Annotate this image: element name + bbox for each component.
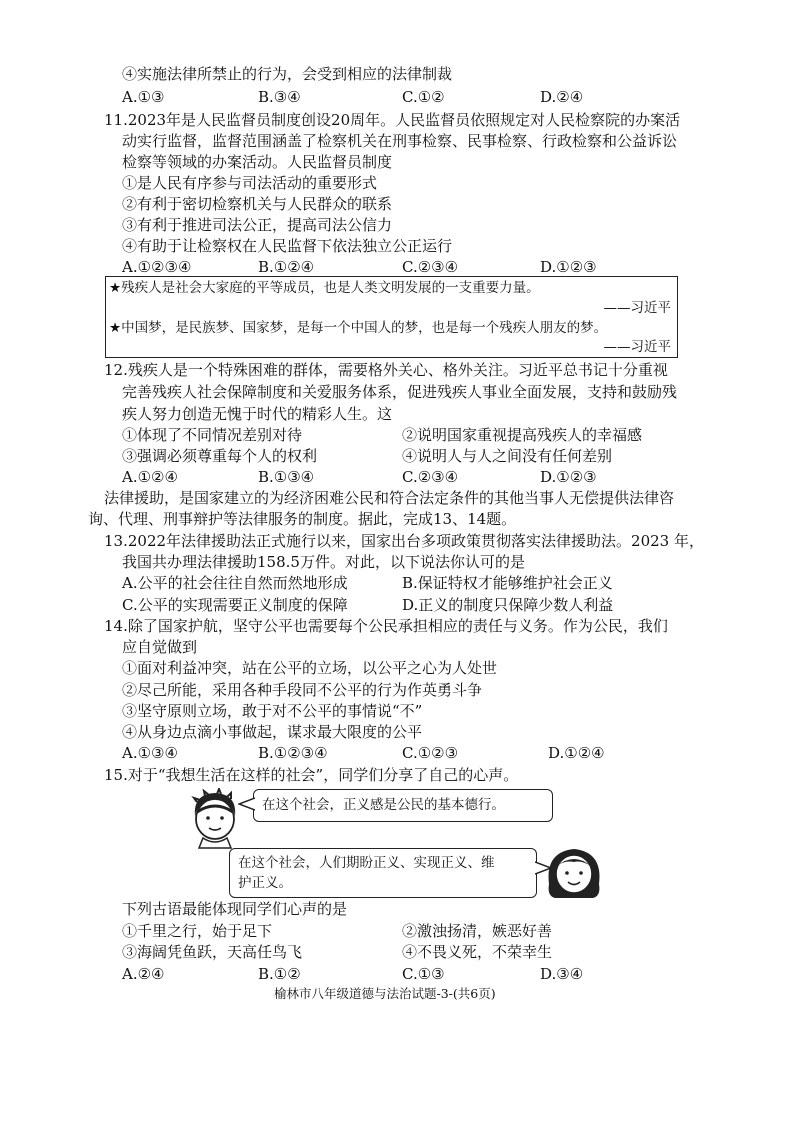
quote-2-author: ——习近平 [603, 339, 671, 355]
quote-1-author: ——习近平 [603, 300, 671, 316]
q15-prompt: 下列古语最能体现同学们心声的是 [122, 900, 348, 918]
q14-stem-line-1: 14.除了国家护航，坚守公平也需要每个公民承担相应的责任与义务。作为公民，我们 [104, 617, 668, 635]
q13-option-a: A.公平的社会往往自然而然地形成 [122, 574, 348, 592]
q11-option-d: D.①②③ [540, 258, 597, 276]
q12-stem-line-2: 完善残疾人社会保障制度和关爱服务体系，促进残疾人事业全面发展，支持和鼓励残 [122, 383, 678, 401]
q14-option-b: B.①②③④ [258, 744, 328, 762]
q13-option-d: D.正义的制度只保障少数人利益 [402, 596, 614, 614]
quote-box [105, 276, 678, 358]
q11-item-3: ③有利于推进司法公正，提高司法公信力 [122, 216, 393, 234]
quote-1: ★残疾人是社会大家庭的平等成员，也是人类文明发展的一支重要力量。 [109, 280, 540, 296]
girl-cartoon-icon [543, 844, 605, 900]
q15-item-1: ①千里之行，始于足下 [122, 922, 273, 940]
q15-item-2: ②激浊扬清，嫉恶好善 [402, 922, 553, 940]
q15-option-a: A.②④ [122, 965, 165, 983]
q11-option-b: B.①②④ [258, 258, 315, 276]
q15-option-d: D.③④ [540, 965, 584, 983]
q12-item-4: ④说明人与人之间没有任何差别 [402, 447, 613, 465]
speech-bubble-boy [253, 789, 553, 822]
q12-option-d: D.①②③ [540, 468, 597, 486]
page-footer: 榆林市八年级道德与法治试题-3-(共6页) [274, 986, 496, 1001]
q15-item-4: ④不畏义死，不荣幸生 [402, 943, 553, 961]
q12-item-2: ②说明国家重视提高残疾人的幸福感 [402, 426, 643, 444]
speech-bubble-boy-text: 在这个社会，正义感是公民的基本德行。 [262, 797, 505, 813]
q14-item-1: ①面对利益冲突，站在公平的立场，以公平之心为人处世 [122, 659, 498, 677]
q13-option-b: B.保证特权才能够维护社会正义 [402, 574, 613, 592]
speech-bubble-girl [229, 848, 537, 898]
q11-stem-line-2: 动实行监督，监督范围涵盖了检察机关在刑事检察、民事检察、行政检察和公益诉讼 [122, 132, 678, 150]
q12-item-3: ③强调必须尊重每个人的权利 [122, 447, 318, 465]
q14-option-d: D.①②④ [548, 744, 605, 762]
q10-option-d: D.②④ [540, 88, 584, 106]
q12-option-c: C.②③④ [402, 468, 459, 486]
intro-line-2: 询、代理、刑事辩护等法律服务的制度。据此，完成13、14题。 [88, 510, 517, 528]
q11-item-4: ④有助于让检察权在人民监督下依法独立公正运行 [122, 237, 453, 255]
q13-stem-line-1: 13.2022年法律援助法正式施行以来，国家出台多项政策贯彻落实法律援助法。2023 年， [104, 532, 704, 550]
quote-2: ★中国梦，是民族梦、国家梦，是每一个中国人的梦，也是每一个残疾人朋友的梦。 [109, 320, 608, 336]
q11-stem-line-3: 检察等领域的办案活动。人民监督员制度 [122, 153, 393, 171]
q11-item-1: ①是人民有序参与司法活动的重要形式 [122, 174, 378, 192]
speech-bubble-boy-tail [238, 796, 255, 812]
intro-line-1: 法律援助，是国家建立的为经济困难公民和符合法定条件的其他当事人无偿提供法律咨 [104, 489, 675, 507]
q13-option-c: C.公平的实现需要正义制度的保障 [122, 596, 348, 614]
q10-option-c: C.①② [402, 88, 445, 106]
q14-item-2: ②尽己所能，采用各种手段同不公平的行为作英勇斗争 [122, 681, 483, 699]
q12-stem-line-3: 疾人努力创造无愧于时代的精彩人生。这 [122, 405, 393, 423]
q10-item-4: ④实施法律所禁止的行为，会受到相应的法律制裁 [122, 65, 453, 83]
q13-stem-line-2: 我国共办理法律援助158.5万件。对此，以下说法你认可的是 [122, 553, 525, 571]
q11-option-a: A.①②③④ [122, 258, 192, 276]
q15-stem: 15.对于“我想生活在这样的社会”，同学们分享了自己的心声。 [104, 766, 519, 784]
q11-stem-line-1: 11.2023年是人民监督员制度创设20周年。人民监督员依照规定对人民检察院的办案活 [104, 111, 681, 129]
q15-option-c: C.①③ [402, 965, 445, 983]
q11-item-2: ②有利于密切检察机关与人民群众的联系 [122, 195, 393, 213]
q12-option-b: B.①③④ [258, 468, 315, 486]
q14-item-4: ④从身边点滴小事做起，谋求最大限度的公平 [122, 723, 423, 741]
q12-item-1: ①体现了不同情况差别对待 [122, 426, 303, 444]
q10-option-b: B.③④ [258, 88, 301, 106]
q11-option-c: C.②③④ [402, 258, 459, 276]
q12-option-a: A.①②④ [122, 468, 178, 486]
q14-option-c: C.①②③ [402, 744, 459, 762]
q15-item-3: ③海阔凭鱼跃，天高任鸟飞 [122, 943, 303, 961]
q14-stem-line-2: 应自觉做到 [122, 638, 198, 656]
q10-option-a: A.①③ [122, 88, 165, 106]
q14-item-3: ③坚守原则立场，敢于对不公平的事情说“不” [122, 702, 423, 720]
q15-option-b: B.①② [258, 965, 301, 983]
q12-stem-line-1: 12.残疾人是一个特殊困难的群体，需要格外关心、格外关注。习近平总书记十分重视 [104, 361, 668, 379]
speech-bubble-girl-line-1: 在这个社会，人们期盼正义、实现正义、维 [238, 855, 495, 871]
boy-cartoon-icon [185, 788, 245, 850]
q14-option-a: A.①③④ [122, 744, 178, 762]
speech-bubble-girl-line-2: 护正义。 [238, 875, 292, 891]
